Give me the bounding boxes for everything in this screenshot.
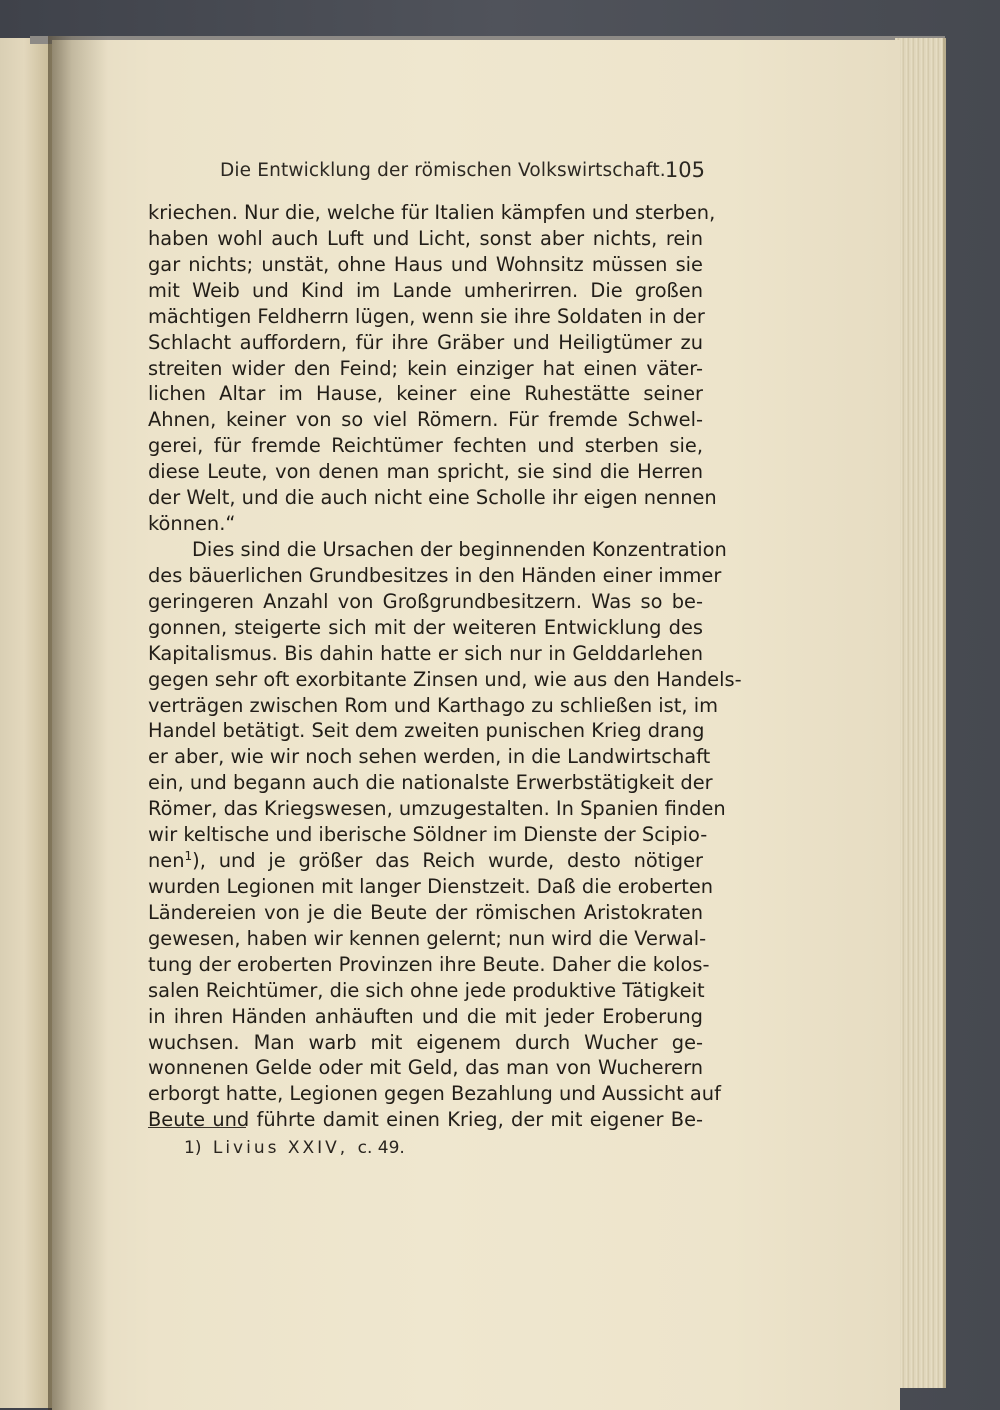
page-fore-edge — [895, 38, 946, 1388]
text-line: des bäuerlichen Grundbesitzes in den Händen einer immer — [148, 563, 722, 587]
text-line: haben wohl auch Luft und Licht, sonst aber nichts, rein — [148, 226, 703, 250]
text-line: Handel betätigt. Seit dem zweiten punischen Krieg drang — [148, 719, 705, 743]
footnote-reference-text: c. 49. — [357, 1138, 405, 1158]
text-line: erborgt hatte, Legionen gegen Bezahlung und Aussicht auf — [148, 1082, 721, 1106]
text-line-with-footnote-ref — [148, 848, 703, 874]
text-line: kriechen. Nur die, welche für Italien kämpfen und sterben, — [148, 201, 716, 224]
text-line: lichen Altar im Hause, keiner eine Ruhestätte seiner — [148, 382, 703, 406]
text-line: verträgen zwischen Rom und Karthago zu schließen ist, im — [148, 693, 718, 717]
text-line: in ihren Händen anhäuften und die mit jeder Eroberung — [148, 1004, 703, 1028]
text-line: ein, und begann auch die nationalste Erwerbstätigkeit der — [148, 771, 713, 795]
footnote — [184, 1138, 405, 1158]
footnote-marker: 1) — [184, 1138, 202, 1158]
text-line: Schlacht auffordern, für ihre Gräber und Heiligtümer zu — [148, 330, 703, 354]
running-head — [220, 160, 705, 188]
text-line: tung der eroberten Provinzen ihre Beute. Daher die kolos- — [148, 952, 710, 976]
paragraph-end-line: können.“ — [148, 512, 236, 536]
footnote-source: Livius XXIV, — [212, 1138, 349, 1158]
text-line: wir keltische und iberische Söldner im Dienste der Scipio- — [148, 823, 708, 847]
paragraph-start-line: Dies sind die Ursachen der beginnenden Konzentration — [192, 537, 727, 561]
footnote-rule — [148, 1127, 246, 1128]
text-line: gegen sehr oft exorbitante Zinsen und, wie aus den Handels- — [148, 667, 742, 691]
text-line: Römer, das Kriegswesen, umzugestalten. In Spanien finden — [148, 797, 726, 821]
page-number: 105 — [664, 158, 705, 182]
text-line: mächtigen Feldherrn lügen, wenn sie ihre Soldaten in der — [148, 304, 705, 328]
footnote-reference: 1 — [184, 849, 193, 864]
line-rest: ), und je größer das Reich wurde, desto nötiger — [192, 849, 703, 873]
text-line: Kapitalismus. Bis dahin hatte er sich nur in Gelddarlehen — [148, 641, 703, 665]
body-text — [148, 200, 742, 1133]
text-line: Beute und führte damit einen Krieg, der mit eigener Be- — [148, 1108, 703, 1132]
text-line: der Welt, und die auch nicht eine Scholle ihr eigen nennen — [148, 486, 717, 510]
text-line: Ahnen, keiner von so viel Römern. Für fremde Schwel- — [148, 408, 703, 432]
text-line: wurden Legionen mit langer Dienstzeit. Daß die eroberten — [148, 874, 714, 898]
text-line: gewesen, haben wir kennen gelernt; nun wird die Verwal- — [148, 926, 707, 950]
text-line: gonnen, steigerte sich mit der weiteren Entwicklung des — [148, 615, 703, 639]
text-line: geringeren Anzahl von Großgrundbesitzern. Was so be- — [148, 589, 703, 613]
text-line: Ländereien von je die Beute der römischen Aristokraten — [148, 900, 703, 924]
running-head-title: Die Entwicklung der römischen Volkswirtschaft. — [220, 160, 666, 181]
line-start: nen — [148, 849, 185, 873]
text-line: diese Leute, von denen man spricht, sie sind die Herren — [148, 460, 703, 484]
text-line: gerei, für fremde Reichtümer fechten und sterben sie, — [148, 434, 703, 458]
gutter-shadow — [48, 36, 108, 1410]
text-line: streiten wider den Feind; kein einziger hat einen väter- — [148, 356, 703, 380]
text-line: mit Weib und Kind im Lande umherirren. Die großen — [148, 278, 703, 302]
text-line: wonnenen Gelde oder mit Geld, das man von Wucherern — [148, 1056, 703, 1080]
text-line: gar nichts; unstät, ohne Haus und Wohnsitz müssen sie — [148, 252, 703, 276]
text-line: salen Reichtümer, die sich ohne jede produktive Tätigkeit — [148, 978, 705, 1002]
text-line: er aber, wie wir noch sehen werden, in die Landwirtschaft — [148, 745, 711, 769]
text-line: wuchsen. Man warb mit eigenem durch Wucher ge- — [148, 1030, 703, 1054]
